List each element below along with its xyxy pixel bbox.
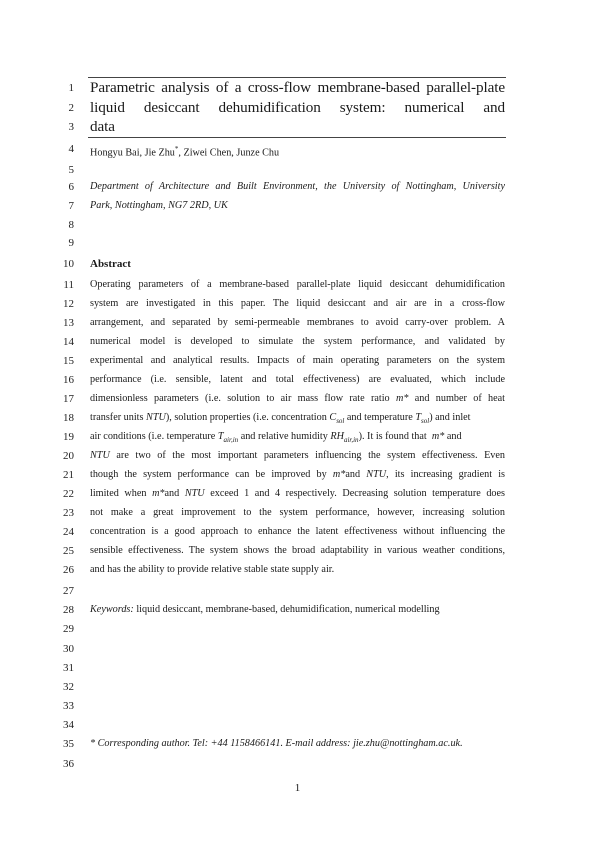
line-number: 26 <box>63 564 74 576</box>
symbol-m-star: m* <box>332 469 346 480</box>
line-number: 33 <box>63 700 74 712</box>
abstract-line <box>90 487 505 501</box>
abstract-text: and <box>446 431 462 442</box>
abstract-text: and relative humidity <box>240 431 328 442</box>
title-bottom-rule <box>88 137 506 138</box>
abstract-line: experimental and analytical results. Impacts of main operating parameters on the system <box>90 355 505 366</box>
symbol-rh-air-in: $RH_{air,in}$ <box>330 431 359 445</box>
line-number: 11 <box>63 279 74 291</box>
line-number: 4 <box>68 143 74 155</box>
abstract-text: dimensionless parameters (i.e. solution to air mass flow rate ratio <box>90 393 390 404</box>
author-names-rest: , Ziwei Chen, Junze Chu <box>178 147 280 159</box>
abstract-line: not make a great improvement to the system performance, however, increasing solution <box>90 507 505 518</box>
line-number: 12 <box>63 298 74 310</box>
abstract-text: air conditions (i.e. temperature <box>90 431 216 442</box>
line-number: 15 <box>63 355 74 367</box>
line-number: 30 <box>63 643 74 655</box>
abstract-line: concentration is a good approach to enhance the latent effectiveness without influencing the <box>90 526 505 537</box>
abstract-line <box>90 392 505 406</box>
author-list <box>90 142 505 160</box>
line-number: 10 <box>63 258 74 270</box>
line-number: 7 <box>68 200 74 212</box>
abstract-text: transfer units <box>90 412 144 423</box>
corresponding-author-footnote: * Corresponding author. Tel: +44 1158466141. E-mail address: jie.zhu@nottingham.ac.uk. <box>90 738 463 749</box>
abstract-line: numerical model is developed to simulate the system performance, and validated by <box>90 336 505 347</box>
line-number: 31 <box>63 662 74 674</box>
abstract-text: though the system performance can be improved by <box>90 469 327 480</box>
keywords-label: Keywords: <box>90 604 134 615</box>
line-number: 20 <box>63 450 74 462</box>
line-number: 36 <box>63 758 74 770</box>
line-number: 2 <box>68 102 74 114</box>
line-number: 27 <box>63 585 74 597</box>
paper-title-line-1: Parametric analysis of a cross-flow membrane-based parallel-plate <box>90 79 505 96</box>
symbol-ntu: NTU <box>90 450 110 461</box>
keywords-text: liquid desiccant, membrane-based, dehumidification, numerical modelling <box>136 604 440 615</box>
affiliation-line-2: Park, Nottingham, NG7 2RD, UK <box>90 200 228 211</box>
author-names-first: Hongyu Bai, Jie Zhu <box>90 147 175 159</box>
abstract-text: and <box>345 469 361 480</box>
corresponding-author-mark: * <box>174 145 179 153</box>
abstract-line: sensible effectiveness. The system shows the broad adaptability in various weather conditions, <box>90 545 505 556</box>
line-number: 35 <box>63 738 74 750</box>
paper-title-line-3: data <box>90 118 115 135</box>
line-number: 16 <box>63 374 74 386</box>
symbol-m-star: m* <box>152 488 165 499</box>
line-number: 25 <box>63 545 74 557</box>
line-number: 34 <box>63 719 74 731</box>
symbol-c-sol: $C_{sol}$ <box>329 412 345 426</box>
abstract-line: system are investigated in this paper. The liquid desiccant and air are in a cross-flow <box>90 298 505 309</box>
line-number: 32 <box>63 681 74 693</box>
keywords-line <box>90 603 505 617</box>
line-number: 14 <box>63 336 74 348</box>
line-number: 1 <box>68 82 74 94</box>
paper-title-line-2: liquid desiccant dehumidification system: numerical and <box>90 99 505 116</box>
line-number: 13 <box>63 317 74 329</box>
line-number: 5 <box>68 164 74 176</box>
abstract-line: arrangement, and separated by semi-permeable membranes to avoid carry-over problem. A <box>90 317 505 328</box>
abstract-text: ), solution properties (i.e. concentration <box>165 412 327 423</box>
abstract-text: and <box>164 488 180 499</box>
abstract-line: Operating parameters of a membrane-based parallel-plate liquid desiccant dehumidification <box>90 279 505 290</box>
abstract-line <box>90 449 505 463</box>
abstract-line: and has the ability to provide relative stable state supply air. <box>90 564 335 575</box>
abstract-line <box>90 430 505 447</box>
abstract-line: performance (i.e. sensible, latent and total effectiveness) are evaluated, which include <box>90 374 505 385</box>
page-number: 1 <box>294 782 301 794</box>
abstract-text: and number of heat <box>414 393 505 404</box>
line-number: 3 <box>68 121 74 133</box>
line-number: 28 <box>63 604 74 616</box>
line-number: 8 <box>68 219 74 231</box>
abstract-heading: Abstract <box>90 258 131 270</box>
abstract-text: and temperature <box>346 412 413 423</box>
symbol-m-star: m* <box>395 393 409 404</box>
line-number: 21 <box>63 469 74 481</box>
affiliation-line-1: Department of Architecture and Built Environment, the University of Nottingham, University <box>90 181 505 192</box>
abstract-text: limited when <box>90 488 147 499</box>
symbol-ntu: NTU <box>366 469 387 480</box>
abstract-line <box>90 468 505 482</box>
abstract-text: are two of the most important parameters influencing the system effectiveness. Even <box>116 450 505 461</box>
abstract-text: exceed 1 and 4 respectively. Decreasing solution temperature does <box>210 488 505 499</box>
line-number: 17 <box>63 393 74 405</box>
line-number: 22 <box>63 488 74 500</box>
abstract-line <box>90 411 505 428</box>
line-number: 29 <box>63 623 74 635</box>
line-number: 9 <box>68 237 74 249</box>
abstract-text: , its increasing gradient is <box>386 469 505 480</box>
symbol-ntu: NTU <box>184 488 205 499</box>
symbol-m-star: m* <box>431 431 445 442</box>
line-number: 23 <box>63 507 74 519</box>
line-number: 19 <box>63 431 74 443</box>
symbol-ntu: NTU <box>146 412 166 423</box>
symbol-t-air-in: $T_{air,in}$ <box>217 431 239 445</box>
symbol-t-sol: $T_{sol}$ <box>415 412 430 426</box>
abstract-text: ) and inlet <box>429 412 471 423</box>
line-number: 18 <box>63 412 74 424</box>
abstract-text: ). It is found that <box>358 431 427 442</box>
line-number: 6 <box>68 181 74 193</box>
line-number: 24 <box>63 526 74 538</box>
